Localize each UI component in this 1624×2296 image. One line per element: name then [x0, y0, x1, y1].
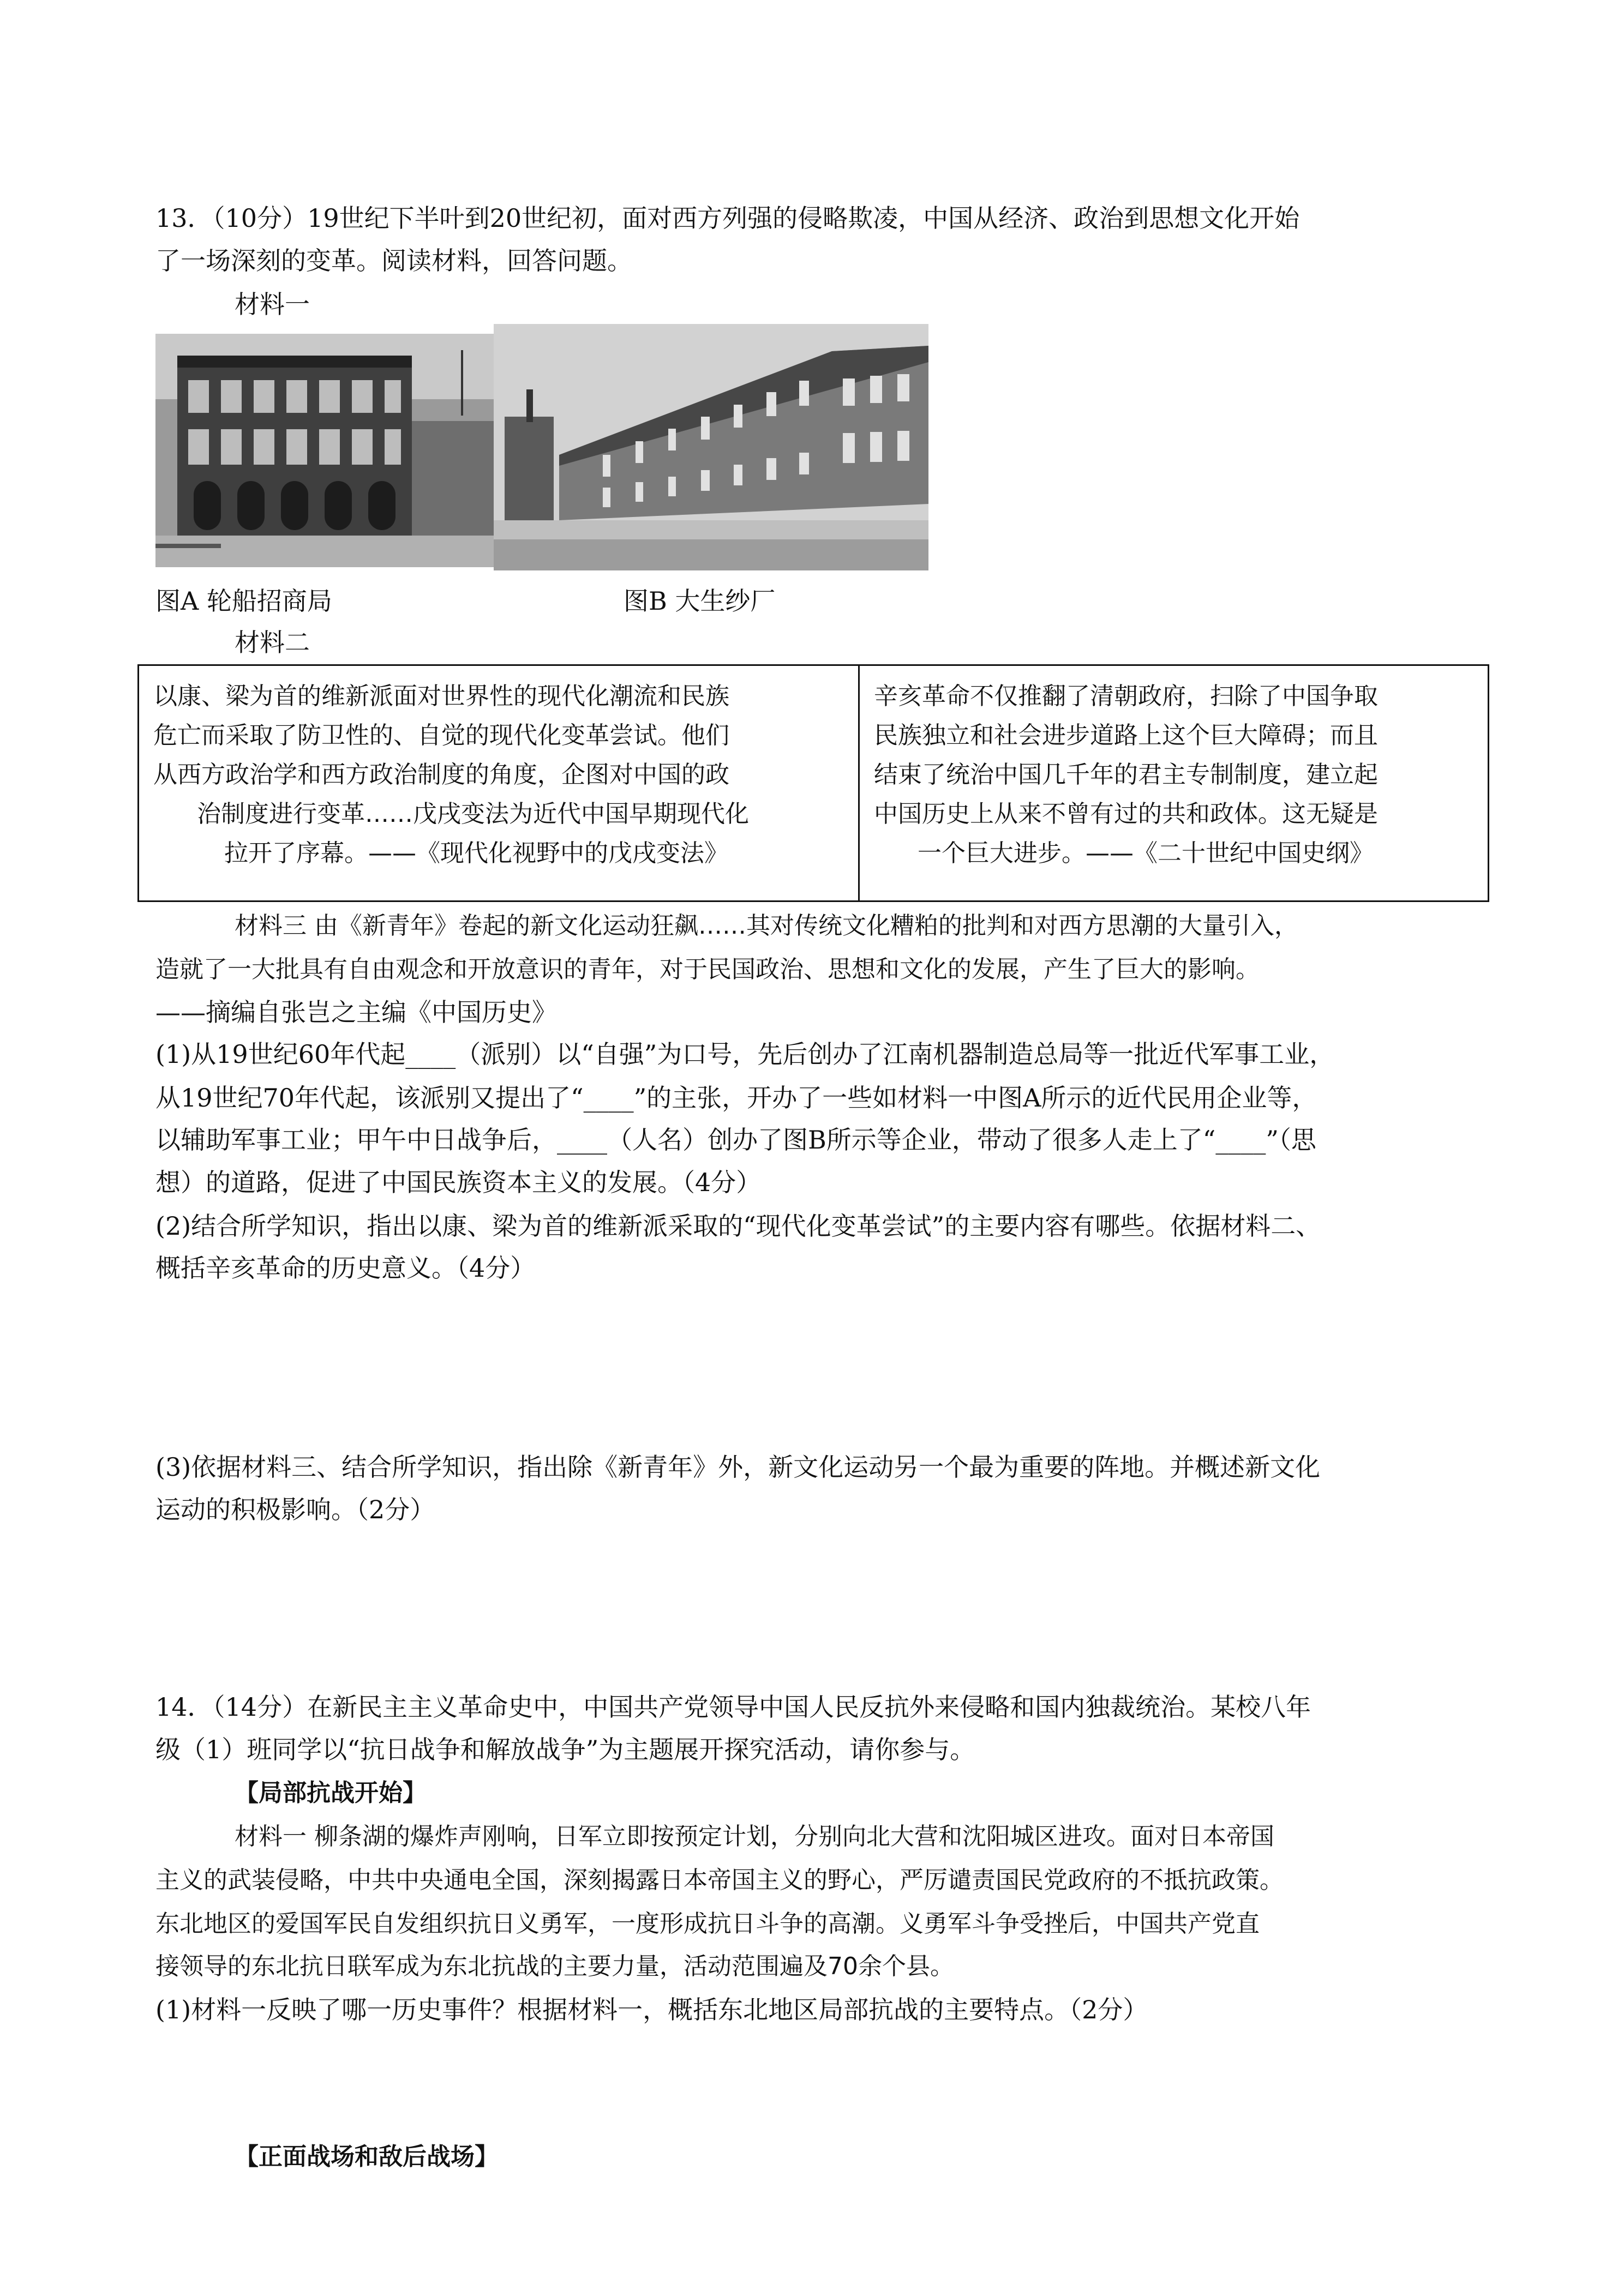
photo-china-merchants-steam-navigation [155, 334, 494, 567]
q13-sub1-line2: 从19世纪70年代起，该派别又提出了“____”的主张，开办了一些如材料一中图A所示的近代民用企业等， [155, 1083, 1317, 1113]
material2-right-line: 辛亥革命不仅推翻了清朝政府，扫除了中国争取 [874, 682, 1378, 710]
material2-right-line: 中国历史上从来不曾有过的共和政体。这无疑是 [874, 800, 1378, 828]
q13-material1-label: 材料一 [235, 290, 310, 319]
q14-material1-line1: 材料一 柳条湖的爆炸声刚响，日军立即按预定计划，分别向北大营和沈阳城区进攻。面对日本帝国 [235, 1823, 1274, 1850]
q13-stem-line2: 了一场深刻的变革。阅读材料，回答问题。 [155, 246, 632, 275]
material2-left-line: 从西方政治学和西方政治制度的角度，企图对中国的政 [153, 761, 729, 789]
q13-sub3-line2: 运动的积极影响。（2分） [155, 1495, 435, 1524]
material2-right-line: 结束了统治中国几千年的君主专制制度，建立起 [874, 761, 1378, 789]
q13-sub1-line3: 以辅助军事工业；甲午中日战争后，____（人名）创办了图B所示等企业，带动了很多人走上了“____”（思 [155, 1125, 1316, 1155]
q13-material2-label: 材料二 [235, 628, 310, 657]
figure-b-caption: 图B 大生纱厂 [624, 586, 776, 616]
material2-left-line: 以康、梁为首的维新派面对世界性的现代化潮流和民族 [153, 682, 729, 710]
q14-section-local-resistance: 【局部抗战开始】 [235, 1779, 427, 1807]
material2-right-cell [860, 666, 1488, 900]
photo-dasheng-cotton-mill [494, 324, 928, 570]
q13-material3-line2: 造就了一大批具有自由观念和开放意识的青年，对于民国政治、思想和文化的发展，产生了巨大的影响。 [155, 955, 1260, 983]
q13-sub1-line1: (1)从19世纪60年代起____（派别）以“自强”为口号，先后创办了江南机器制造总局等一批近代军事工业， [155, 1039, 1335, 1069]
material2-left-line: 治制度进行变革……戊戌变法为近代中国早期现代化 [197, 800, 749, 828]
material2-left-line: 拉开了序幕。——《现代化视野中的戊戌变法》 [224, 839, 728, 867]
q14-sub1: (1)材料一反映了哪一历史事件？根据材料一，概括东北地区局部抗战的主要特点。（2分） [155, 1995, 1148, 2024]
material2-left-line: 危亡而采取了防卫性的、自觉的现代化变革尝试。他们 [153, 722, 729, 749]
q13-sub2-line2: 概括辛亥革命的历史意义。（4分） [155, 1253, 536, 1283]
q14-material1-line2: 主义的武装侵略，中共中央通电全国，深刻揭露日本帝国主义的野心，严厉谴责国民党政府的不抵抗政策。 [155, 1866, 1284, 1894]
q14-stem-line1: 14．（14分）在新民主主义革命史中，中国共产党领导中国人民反抗外来侵略和国内独裁统治。某校八年 [155, 1692, 1311, 1722]
q14-stem-line2: 级（1）班同学以“抗日战争和解放战争”为主题展开探究活动，请你参与。 [155, 1735, 975, 1764]
material2-table [137, 664, 1489, 902]
q13-sub3-line1: (3)依据材料三、结合所学知识，指出除《新青年》外，新文化运动另一个最为重要的阵地。并概述新文化 [155, 1452, 1321, 1482]
material2-left-cell [139, 666, 858, 900]
q13-sub1-line4: 想）的道路，促进了中国民族资本主义的发展。（4分） [155, 1168, 762, 1197]
figure-a-caption: 图A 轮船招商局 [155, 586, 332, 616]
q13-stem-line1: 13．（10分）19世纪下半叶到20世纪初，面对西方列强的侵略欺凌，中国从经济、政治到思想文化开始 [155, 203, 1300, 233]
q13-material3-line1: 材料三 由《新青年》卷起的新文化运动狂飙……其对传统文化糟粕的批判和对西方思潮的大量引入， [235, 912, 1298, 940]
material2-right-line: 民族独立和社会进步道路上这个巨大障碍；而且 [874, 722, 1378, 749]
q13-material3-source: ——摘编自张岂之主编《中国历史》 [155, 997, 557, 1027]
q14-section-battlefields: 【正面战场和敌后战场】 [235, 2143, 499, 2171]
q14-material1-line3: 东北地区的爱国军民自发组织抗日义勇军，一度形成抗日斗争的高潮。义勇军斗争受挫后，中国共产党直 [155, 1910, 1260, 1938]
q13-sub2-line1: (2)结合所学知识，指出以康、梁为首的维新派采取的“现代化变革尝试”的主要内容有哪些。依据材料二、 [155, 1211, 1321, 1241]
material2-right-line: 一个巨大进步。——《二十世纪中国史纲》 [918, 839, 1374, 867]
q14-material1-line4: 接领导的东北抗日联军成为东北抗战的主要力量，活动范围遍及70余个县。 [155, 1952, 954, 1980]
